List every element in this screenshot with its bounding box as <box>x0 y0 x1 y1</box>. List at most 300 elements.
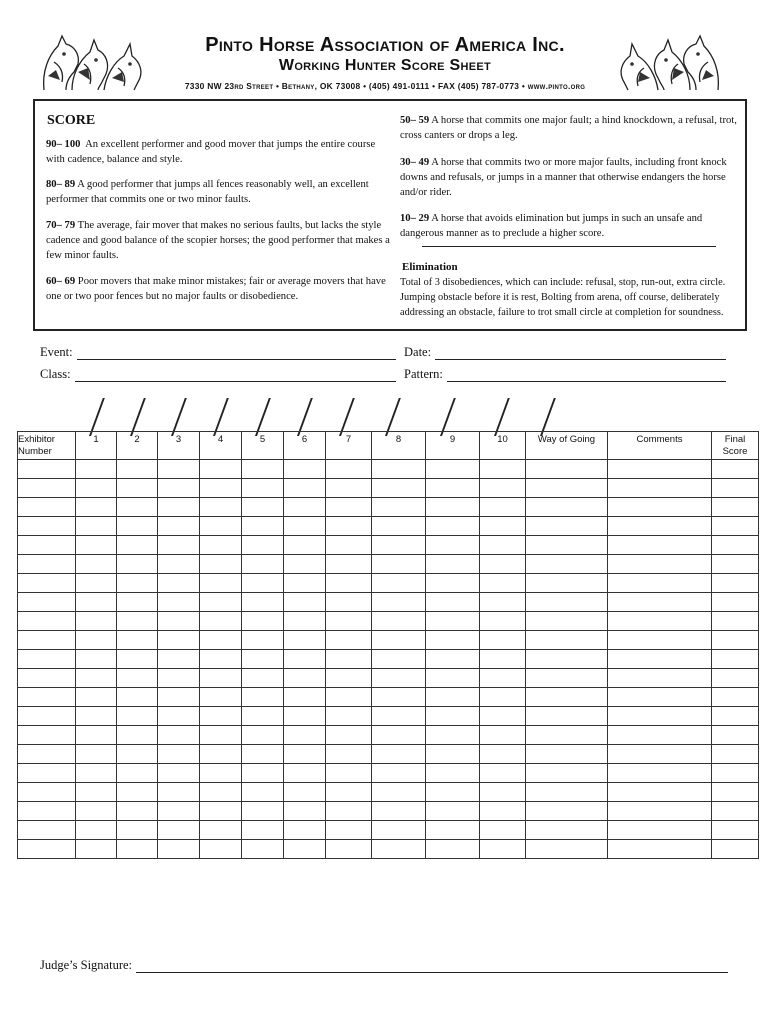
table-cell[interactable] <box>426 745 480 764</box>
table-cell[interactable] <box>158 726 200 745</box>
table-cell[interactable] <box>158 669 200 688</box>
table-cell[interactable] <box>480 593 526 612</box>
table-cell[interactable] <box>712 802 759 821</box>
table-cell[interactable] <box>158 802 200 821</box>
table-cell[interactable] <box>480 612 526 631</box>
table-cell[interactable] <box>242 840 284 859</box>
table-cell[interactable] <box>526 498 608 517</box>
table-cell[interactable] <box>326 460 372 479</box>
table-cell[interactable] <box>608 783 712 802</box>
table-cell[interactable] <box>18 650 76 669</box>
table-cell[interactable] <box>608 802 712 821</box>
table-cell[interactable] <box>372 669 426 688</box>
table-cell[interactable] <box>426 498 480 517</box>
table-cell[interactable] <box>242 764 284 783</box>
table-cell[interactable] <box>76 555 117 574</box>
table-cell[interactable] <box>76 840 117 859</box>
table-cell[interactable] <box>284 669 326 688</box>
table-cell[interactable] <box>608 631 712 650</box>
table-cell[interactable] <box>200 517 242 536</box>
table-cell[interactable] <box>200 574 242 593</box>
table-cell[interactable] <box>284 479 326 498</box>
table-cell[interactable] <box>76 612 117 631</box>
table-cell[interactable] <box>712 593 759 612</box>
table-cell[interactable] <box>284 593 326 612</box>
table-cell[interactable] <box>480 802 526 821</box>
table-cell[interactable] <box>426 764 480 783</box>
table-cell[interactable] <box>326 726 372 745</box>
table-cell[interactable] <box>326 498 372 517</box>
table-cell[interactable] <box>372 517 426 536</box>
table-cell[interactable] <box>117 555 158 574</box>
table-cell[interactable] <box>242 726 284 745</box>
table-cell[interactable] <box>480 555 526 574</box>
table-cell[interactable] <box>117 460 158 479</box>
table-cell[interactable] <box>426 688 480 707</box>
table-cell[interactable] <box>526 574 608 593</box>
table-cell[interactable] <box>76 802 117 821</box>
table-cell[interactable] <box>608 555 712 574</box>
table-cell[interactable] <box>242 593 284 612</box>
table-cell[interactable] <box>76 707 117 726</box>
table-cell[interactable] <box>372 707 426 726</box>
table-cell[interactable] <box>712 574 759 593</box>
table-cell[interactable] <box>76 650 117 669</box>
table-cell[interactable] <box>200 688 242 707</box>
table-cell[interactable] <box>284 631 326 650</box>
table-cell[interactable] <box>712 612 759 631</box>
table-cell[interactable] <box>526 707 608 726</box>
table-cell[interactable] <box>284 840 326 859</box>
table-cell[interactable] <box>712 536 759 555</box>
table-cell[interactable] <box>526 745 608 764</box>
table-cell[interactable] <box>117 498 158 517</box>
table-cell[interactable] <box>712 517 759 536</box>
table-cell[interactable] <box>158 612 200 631</box>
table-cell[interactable] <box>284 783 326 802</box>
table-cell[interactable] <box>526 555 608 574</box>
table-cell[interactable] <box>608 707 712 726</box>
table-cell[interactable] <box>18 593 76 612</box>
class-field[interactable] <box>40 367 396 382</box>
table-cell[interactable] <box>326 593 372 612</box>
table-cell[interactable] <box>526 669 608 688</box>
table-cell[interactable] <box>372 764 426 783</box>
table-cell[interactable] <box>284 821 326 840</box>
table-cell[interactable] <box>712 669 759 688</box>
table-cell[interactable] <box>712 821 759 840</box>
table-cell[interactable] <box>200 555 242 574</box>
table-cell[interactable] <box>480 460 526 479</box>
table-cell[interactable] <box>712 555 759 574</box>
table-cell[interactable] <box>526 612 608 631</box>
table-cell[interactable] <box>117 821 158 840</box>
table-cell[interactable] <box>18 498 76 517</box>
table-cell[interactable] <box>158 745 200 764</box>
table-cell[interactable] <box>76 593 117 612</box>
table-cell[interactable] <box>117 479 158 498</box>
table-cell[interactable] <box>18 745 76 764</box>
table-cell[interactable] <box>200 821 242 840</box>
table-cell[interactable] <box>326 840 372 859</box>
table-cell[interactable] <box>76 479 117 498</box>
table-cell[interactable] <box>18 555 76 574</box>
table-cell[interactable] <box>18 821 76 840</box>
table-cell[interactable] <box>326 688 372 707</box>
table-cell[interactable] <box>117 707 158 726</box>
table-cell[interactable] <box>480 631 526 650</box>
table-cell[interactable] <box>117 612 158 631</box>
table-cell[interactable] <box>117 669 158 688</box>
table-cell[interactable] <box>158 707 200 726</box>
table-cell[interactable] <box>372 555 426 574</box>
table-cell[interactable] <box>372 650 426 669</box>
table-cell[interactable] <box>284 726 326 745</box>
table-cell[interactable] <box>526 650 608 669</box>
table-cell[interactable] <box>200 460 242 479</box>
table-cell[interactable] <box>712 498 759 517</box>
table-cell[interactable] <box>480 821 526 840</box>
table-cell[interactable] <box>158 650 200 669</box>
table-cell[interactable] <box>284 517 326 536</box>
table-cell[interactable] <box>117 574 158 593</box>
table-cell[interactable] <box>426 536 480 555</box>
table-cell[interactable] <box>426 726 480 745</box>
table-cell[interactable] <box>200 764 242 783</box>
table-cell[interactable] <box>526 840 608 859</box>
table-cell[interactable] <box>158 688 200 707</box>
table-cell[interactable] <box>372 593 426 612</box>
table-cell[interactable] <box>200 726 242 745</box>
table-cell[interactable] <box>480 479 526 498</box>
table-cell[interactable] <box>158 821 200 840</box>
table-cell[interactable] <box>372 574 426 593</box>
date-line[interactable] <box>435 347 726 360</box>
table-cell[interactable] <box>18 802 76 821</box>
table-cell[interactable] <box>18 783 76 802</box>
table-cell[interactable] <box>242 783 284 802</box>
table-cell[interactable] <box>18 840 76 859</box>
table-cell[interactable] <box>480 745 526 764</box>
table-cell[interactable] <box>117 802 158 821</box>
table-cell[interactable] <box>712 479 759 498</box>
date-field[interactable] <box>404 345 726 360</box>
table-cell[interactable] <box>18 517 76 536</box>
table-cell[interactable] <box>242 498 284 517</box>
table-cell[interactable] <box>76 460 117 479</box>
event-line[interactable] <box>77 347 396 360</box>
table-cell[interactable] <box>326 517 372 536</box>
judge-signature-field[interactable] <box>40 958 728 973</box>
table-cell[interactable] <box>76 688 117 707</box>
table-cell[interactable] <box>608 669 712 688</box>
table-cell[interactable] <box>117 593 158 612</box>
table-cell[interactable] <box>712 707 759 726</box>
table-cell[interactable] <box>18 764 76 783</box>
table-cell[interactable] <box>76 764 117 783</box>
table-cell[interactable] <box>372 821 426 840</box>
table-cell[interactable] <box>526 764 608 783</box>
table-cell[interactable] <box>372 783 426 802</box>
table-cell[interactable] <box>326 707 372 726</box>
table-cell[interactable] <box>608 593 712 612</box>
table-cell[interactable] <box>712 631 759 650</box>
table-cell[interactable] <box>608 517 712 536</box>
table-cell[interactable] <box>426 555 480 574</box>
table-cell[interactable] <box>117 726 158 745</box>
table-cell[interactable] <box>242 555 284 574</box>
table-cell[interactable] <box>200 498 242 517</box>
table-cell[interactable] <box>526 460 608 479</box>
table-cell[interactable] <box>200 745 242 764</box>
table-cell[interactable] <box>526 517 608 536</box>
table-cell[interactable] <box>76 669 117 688</box>
table-cell[interactable] <box>326 631 372 650</box>
table-cell[interactable] <box>326 669 372 688</box>
table-cell[interactable] <box>608 612 712 631</box>
table-cell[interactable] <box>480 707 526 726</box>
table-cell[interactable] <box>76 631 117 650</box>
table-cell[interactable] <box>76 498 117 517</box>
table-cell[interactable] <box>372 536 426 555</box>
table-cell[interactable] <box>608 821 712 840</box>
table-cell[interactable] <box>372 479 426 498</box>
table-cell[interactable] <box>526 821 608 840</box>
table-cell[interactable] <box>608 840 712 859</box>
table-cell[interactable] <box>76 783 117 802</box>
table-cell[interactable] <box>326 764 372 783</box>
table-cell[interactable] <box>526 802 608 821</box>
table-cell[interactable] <box>372 612 426 631</box>
table-cell[interactable] <box>426 650 480 669</box>
table-cell[interactable] <box>18 726 76 745</box>
table-cell[interactable] <box>117 631 158 650</box>
table-cell[interactable] <box>18 479 76 498</box>
table-cell[interactable] <box>76 574 117 593</box>
table-cell[interactable] <box>480 574 526 593</box>
table-cell[interactable] <box>158 574 200 593</box>
table-cell[interactable] <box>242 612 284 631</box>
table-cell[interactable] <box>158 840 200 859</box>
table-cell[interactable] <box>18 460 76 479</box>
table-cell[interactable] <box>426 707 480 726</box>
table-cell[interactable] <box>372 460 426 479</box>
table-cell[interactable] <box>242 517 284 536</box>
table-cell[interactable] <box>158 536 200 555</box>
table-cell[interactable] <box>76 536 117 555</box>
table-cell[interactable] <box>117 840 158 859</box>
table-cell[interactable] <box>326 536 372 555</box>
table-cell[interactable] <box>526 536 608 555</box>
table-cell[interactable] <box>526 593 608 612</box>
table-cell[interactable] <box>242 631 284 650</box>
table-cell[interactable] <box>200 631 242 650</box>
table-cell[interactable] <box>242 460 284 479</box>
table-cell[interactable] <box>480 783 526 802</box>
table-cell[interactable] <box>200 840 242 859</box>
table-cell[interactable] <box>326 612 372 631</box>
table-cell[interactable] <box>326 745 372 764</box>
table-cell[interactable] <box>284 460 326 479</box>
table-cell[interactable] <box>326 821 372 840</box>
table-cell[interactable] <box>284 612 326 631</box>
table-cell[interactable] <box>426 631 480 650</box>
table-cell[interactable] <box>526 479 608 498</box>
table-cell[interactable] <box>608 460 712 479</box>
table-cell[interactable] <box>158 555 200 574</box>
table-cell[interactable] <box>284 764 326 783</box>
table-cell[interactable] <box>480 840 526 859</box>
table-cell[interactable] <box>608 650 712 669</box>
table-cell[interactable] <box>480 650 526 669</box>
table-cell[interactable] <box>18 574 76 593</box>
table-cell[interactable] <box>117 517 158 536</box>
table-cell[interactable] <box>158 460 200 479</box>
table-cell[interactable] <box>158 764 200 783</box>
table-cell[interactable] <box>372 840 426 859</box>
table-cell[interactable] <box>526 783 608 802</box>
table-cell[interactable] <box>158 498 200 517</box>
table-cell[interactable] <box>284 802 326 821</box>
table-cell[interactable] <box>18 631 76 650</box>
table-cell[interactable] <box>608 745 712 764</box>
table-cell[interactable] <box>284 650 326 669</box>
table-cell[interactable] <box>326 479 372 498</box>
table-cell[interactable] <box>712 840 759 859</box>
table-cell[interactable] <box>242 574 284 593</box>
table-cell[interactable] <box>117 650 158 669</box>
table-cell[interactable] <box>426 840 480 859</box>
table-cell[interactable] <box>284 574 326 593</box>
table-cell[interactable] <box>284 555 326 574</box>
table-cell[interactable] <box>18 688 76 707</box>
judge-signature-line[interactable] <box>136 960 728 973</box>
table-cell[interactable] <box>158 783 200 802</box>
table-cell[interactable] <box>158 517 200 536</box>
table-cell[interactable] <box>18 536 76 555</box>
table-cell[interactable] <box>426 574 480 593</box>
table-cell[interactable] <box>372 498 426 517</box>
table-cell[interactable] <box>526 631 608 650</box>
table-cell[interactable] <box>712 460 759 479</box>
table-cell[interactable] <box>426 517 480 536</box>
table-cell[interactable] <box>372 802 426 821</box>
table-cell[interactable] <box>200 650 242 669</box>
table-cell[interactable] <box>608 726 712 745</box>
table-cell[interactable] <box>712 783 759 802</box>
table-cell[interactable] <box>426 669 480 688</box>
table-cell[interactable] <box>526 726 608 745</box>
table-cell[interactable] <box>326 574 372 593</box>
table-cell[interactable] <box>284 536 326 555</box>
table-cell[interactable] <box>480 764 526 783</box>
table-cell[interactable] <box>200 669 242 688</box>
table-cell[interactable] <box>76 745 117 764</box>
table-cell[interactable] <box>200 536 242 555</box>
table-cell[interactable] <box>326 783 372 802</box>
table-cell[interactable] <box>608 498 712 517</box>
table-cell[interactable] <box>480 669 526 688</box>
table-cell[interactable] <box>426 460 480 479</box>
table-cell[interactable] <box>76 726 117 745</box>
pattern-line[interactable] <box>447 369 726 382</box>
table-cell[interactable] <box>712 650 759 669</box>
table-cell[interactable] <box>158 631 200 650</box>
table-cell[interactable] <box>76 517 117 536</box>
table-cell[interactable] <box>200 612 242 631</box>
table-cell[interactable] <box>480 536 526 555</box>
pattern-field[interactable] <box>404 367 726 382</box>
table-cell[interactable] <box>608 764 712 783</box>
table-cell[interactable] <box>242 536 284 555</box>
table-cell[interactable] <box>117 536 158 555</box>
table-cell[interactable] <box>18 669 76 688</box>
table-cell[interactable] <box>242 745 284 764</box>
table-cell[interactable] <box>200 707 242 726</box>
table-cell[interactable] <box>76 821 117 840</box>
table-cell[interactable] <box>117 783 158 802</box>
table-cell[interactable] <box>200 783 242 802</box>
table-cell[interactable] <box>712 745 759 764</box>
event-field[interactable] <box>40 345 396 360</box>
table-cell[interactable] <box>608 536 712 555</box>
table-cell[interactable] <box>712 726 759 745</box>
table-cell[interactable] <box>712 688 759 707</box>
table-cell[interactable] <box>480 498 526 517</box>
table-cell[interactable] <box>372 631 426 650</box>
table-cell[interactable] <box>426 479 480 498</box>
table-cell[interactable] <box>372 688 426 707</box>
table-cell[interactable] <box>242 802 284 821</box>
table-cell[interactable] <box>284 688 326 707</box>
table-cell[interactable] <box>426 802 480 821</box>
table-cell[interactable] <box>608 574 712 593</box>
table-cell[interactable] <box>526 688 608 707</box>
table-cell[interactable] <box>372 745 426 764</box>
table-cell[interactable] <box>200 479 242 498</box>
table-cell[interactable] <box>242 669 284 688</box>
table-cell[interactable] <box>608 479 712 498</box>
table-cell[interactable] <box>18 612 76 631</box>
table-cell[interactable] <box>242 688 284 707</box>
table-cell[interactable] <box>284 498 326 517</box>
table-cell[interactable] <box>326 802 372 821</box>
table-cell[interactable] <box>480 726 526 745</box>
table-cell[interactable] <box>608 688 712 707</box>
table-cell[interactable] <box>117 764 158 783</box>
table-cell[interactable] <box>426 593 480 612</box>
class-line[interactable] <box>75 369 396 382</box>
table-cell[interactable] <box>426 612 480 631</box>
table-cell[interactable] <box>242 650 284 669</box>
table-cell[interactable] <box>326 555 372 574</box>
table-cell[interactable] <box>284 707 326 726</box>
table-cell[interactable] <box>712 764 759 783</box>
table-cell[interactable] <box>158 479 200 498</box>
table-cell[interactable] <box>242 821 284 840</box>
table-cell[interactable] <box>117 745 158 764</box>
table-cell[interactable] <box>200 802 242 821</box>
table-cell[interactable] <box>480 688 526 707</box>
table-cell[interactable] <box>426 821 480 840</box>
table-cell[interactable] <box>242 479 284 498</box>
table-cell[interactable] <box>158 593 200 612</box>
table-cell[interactable] <box>426 783 480 802</box>
table-cell[interactable] <box>480 517 526 536</box>
table-cell[interactable] <box>18 707 76 726</box>
table-cell[interactable] <box>242 707 284 726</box>
table-cell[interactable] <box>284 745 326 764</box>
